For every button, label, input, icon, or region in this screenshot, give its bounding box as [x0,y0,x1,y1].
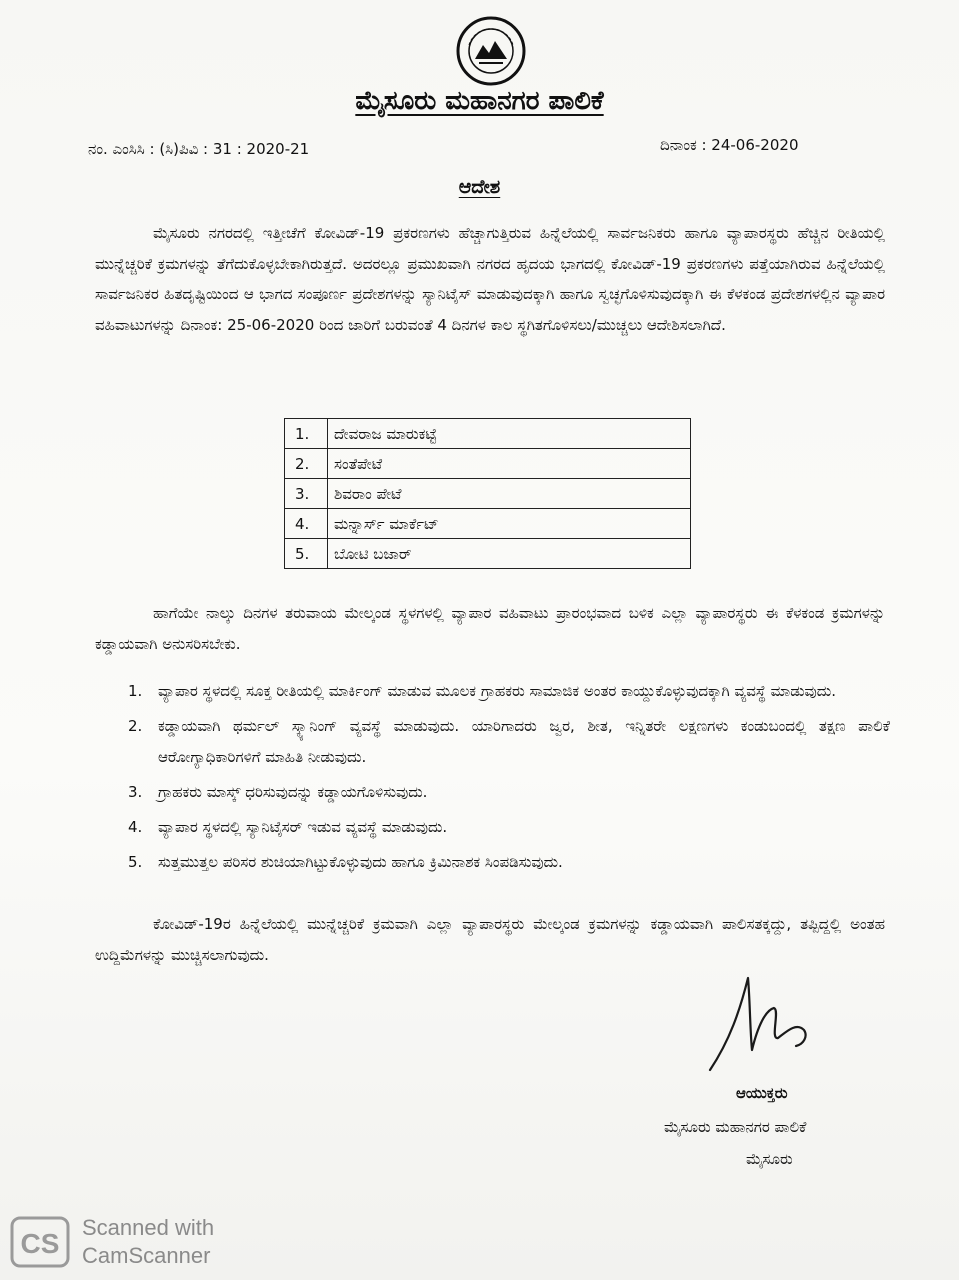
markets-table [284,418,691,569]
camscanner-watermark [82,1214,214,1270]
rule-number: 5. [128,853,143,871]
rule-text: ಗ್ರಾಹಕರು ಮಾಸ್ಕ್ ಧರಿಸುವುದನ್ನು ಕಡ್ಡಾಯಗೊಳಿಸುವುದು. [158,783,428,801]
camscanner-logo-text: CS [20,1228,60,1259]
rule-text: ವ್ಯಾಪಾರ ಸ್ಥಳದಲ್ಲಿ ಸೂಕ್ತ ರೀತಿಯಲ್ಲಿ ಮಾರ್ಕಿಂಗ್ ಮಾಡುವ ಮೂಲಕ ಗ್ರಾಹಕರು ಸಾಮಾಜಿಕ ಅಂತರ ಕಾಯ್ದುಕೊಳ್ಳುವುದಕ್ಕಾಗಿ ವ್ಯವಸ್ಥೆ ಮಾಡುವುದು. [158,682,837,700]
rule-number: 2. [128,717,143,735]
list-item [128,847,890,878]
order-heading: ಆದೇಶ [458,176,501,198]
order-paragraph-3: ಕೋವಿಡ್-19ರ ಹಿನ್ನೆಲೆಯಲ್ಲಿ ಮುನ್ನೆಚ್ಚರಿಕೆ ಕ್ರಮವಾಗಿ ಎಲ್ಲಾ ವ್ಯಾಪಾರಸ್ಥರು ಮೇಲ್ಕಂಡ ಕ್ರಮಗಳನ್ನು ಕಡ್ಡಾಯವಾಗಿ ಪಾಲಿಸತಕ್ಕದ್ದು, ತಪ್ಪಿದ್ದಲ್ಲಿ ಅಂತಹ ಉದ್ದಿಮೆಗಳನ್ನು ಮುಚ್ಚಿಸಲಾಗುವುದು. [95,915,885,964]
market-number: 1. [285,419,328,449]
market-number: 3. [285,479,328,509]
table-row [285,509,691,539]
list-item [128,676,890,707]
camscanner-logo-icon [10,1216,70,1268]
table-row [285,479,691,509]
table-row [285,419,691,449]
order-date: ದಿನಾಂಕ : 24-06-2020 [660,136,799,154]
watermark-line-1: Scanned with [82,1215,215,1240]
rule-text: ಸುತ್ತಮುತ್ತಲ ಪರಿಸರ ಶುಚಿಯಾಗಿಟ್ಟುಕೊಳ್ಳುವುದು ಹಾಗೂ ಕ್ರಿಮಿನಾಶಕ ಸಿಂಪಡಿಸುವುದು. [158,853,563,871]
signatory-organization: ಮೈಸೂರು ಮಹಾನಗರ ಪಾಲಿಕೆ [664,1118,807,1136]
signature-icon [700,970,820,1075]
market-name: ಮನ್ನಾರ್ಸ್ ಮಾರ್ಕೆಟ್ [328,509,691,539]
rule-text: ಕಡ್ಡಾಯವಾಗಿ ಥರ್ಮಲ್ ಸ್ಕ್ಯಾನಿಂಗ್ ವ್ಯವಸ್ಥೆ ಮಾಡುವುದು. ಯಾರಿಗಾದರು ಜ್ವರ, ಶೀತ, ಇನ್ನಿತರೇ ಲಕ್ಷಣಗಳು ಕಂಡುಬಂದಲ್ಲಿ ತಕ್ಷಣ ಪಾಲಿಕೆ ಆರೋಗ್ಯಾಧಿಕಾರಿಗಳಿಗೆ ಮಾಹಿತಿ ನೀಡುವುದು. [158,717,890,766]
watermark-line-2: CamScanner [82,1243,211,1268]
market-number: 2. [285,449,328,479]
order-paragraph-1: ಮೈಸೂರು ನಗರದಲ್ಲಿ ಇತ್ತೀಚೆಗೆ ಕೋವಿಡ್-19 ಪ್ರಕರಣಗಳು ಹೆಚ್ಚಾಗುತ್ತಿರುವ ಹಿನ್ನೆಲೆಯಲ್ಲಿ ಸಾರ್ವಜನಿಕರು ಹಾಗೂ ವ್ಯಾಪಾರಸ್ಥರು ಹೆಚ್ಚಿನ ರೀತಿಯಲ್ಲಿ ಮುನ್ನೆಚ್ಚರಿಕೆ ಕ್ರಮಗಳನ್ನು ತೆಗೆದುಕೊಳ್ಳಬೇಕಾಗಿರುತ್ತದೆ. ಅದರಲ್ಲೂ ಪ್ರಮುಖವಾಗಿ ನಗರದ ಹೃದಯ ಭಾಗದಲ್ಲಿ ಕೋವಿಡ್-19 ಪ್ರಕರಣಗಳು ಪತ್ತೆಯಾಗಿರುವ ಹಿನ್ನೆಲೆಯಲ್ಲಿ ಸಾರ್ವಜನಿಕರ ಹಿತದೃಷ್ಟಿಯಿಂದ ಆ ಭಾಗದ ಸಂಪೂರ್ಣ ಪ್ರದೇಶಗಳನ್ನು ಸ್ಯಾನಿಟೈಸ್ ಮಾಡುವುದಕ್ಕಾಗಿ ಹಾಗೂ ಸ್ವಚ್ಛಗೊಳಿಸುವುದಕ್ಕಾಗಿ ಈ ಕೆಳಕಂಡ ಪ್ರದೇಶಗಳಲ್ಲಿನ ವ್ಯಾಪಾರ ವಹಿವಾಟುಗಳನ್ನು ದಿನಾಂಕ: 25-06-2020 ರಿಂದ ಜಾರಿಗೆ ಬರುವಂತೆ 4 ದಿನಗಳ ಕಾಲ ಸ್ಥಗಿತಗೊಳಿಸಲು/ಮುಚ್ಚಲು ಆದೇಶಿಸಲಾಗಿದೆ. [95,224,885,334]
rule-number: 3. [128,783,143,801]
rules-list [128,676,890,882]
market-number: 5. [285,539,328,569]
list-item [128,711,890,773]
table-row [285,539,691,569]
reference-number: ನಂ. ಎಂಸಿಸಿ : (ಸಿ)ಪಿವಿ : 31 : 2020-21 [88,140,310,158]
market-name: ಶಿವರಾಂ ಪೇಟೆ [328,479,691,509]
rule-text: ವ್ಯಾಪಾರ ಸ್ಥಳದಲ್ಲಿ ಸ್ಯಾನಿಟೈಸರ್ ಇಡುವ ವ್ಯವಸ್ಥೆ ಮಾಡುವುದು. [158,818,448,836]
table-row [285,449,691,479]
rule-number: 1. [128,682,143,700]
market-name: ದೇವರಾಜ ಮಾರುಕಟ್ಟೆ [328,419,691,449]
list-item [128,812,890,843]
market-name: ಬೋಟಿ ಬಜಾರ್ [328,539,691,569]
page-title: ಮೈಸೂರು ಮಹಾನಗರ ಪಾಲಿಕೆ [355,86,604,116]
signatory-title: ಆಯುಕ್ತರು [736,1084,788,1102]
list-item [128,777,890,808]
order-paragraph-2: ಹಾಗೆಯೇ ನಾಲ್ಕು ದಿನಗಳ ತರುವಾಯ ಮೇಲ್ಕಂಡ ಸ್ಥಳಗಳಲ್ಲಿ ವ್ಯಾಪಾರ ವಹಿವಾಟು ಪ್ರಾರಂಭವಾದ ಬಳಿಕ ಎಲ್ಲಾ ವ್ಯಾಪಾರಸ್ಥರು ಈ ಕೆಳಕಂಡ ಕ್ರಮಗಳನ್ನು ಕಡ್ಡಾಯವಾಗಿ ಅನುಸರಿಸಬೇಕು. [95,604,885,653]
market-number: 4. [285,509,328,539]
corporation-seal-icon [455,15,527,87]
signatory-city: ಮೈಸೂರು [746,1150,793,1168]
market-name: ಸಂತೆಪೇಟೆ [328,449,691,479]
rule-number: 4. [128,818,143,836]
